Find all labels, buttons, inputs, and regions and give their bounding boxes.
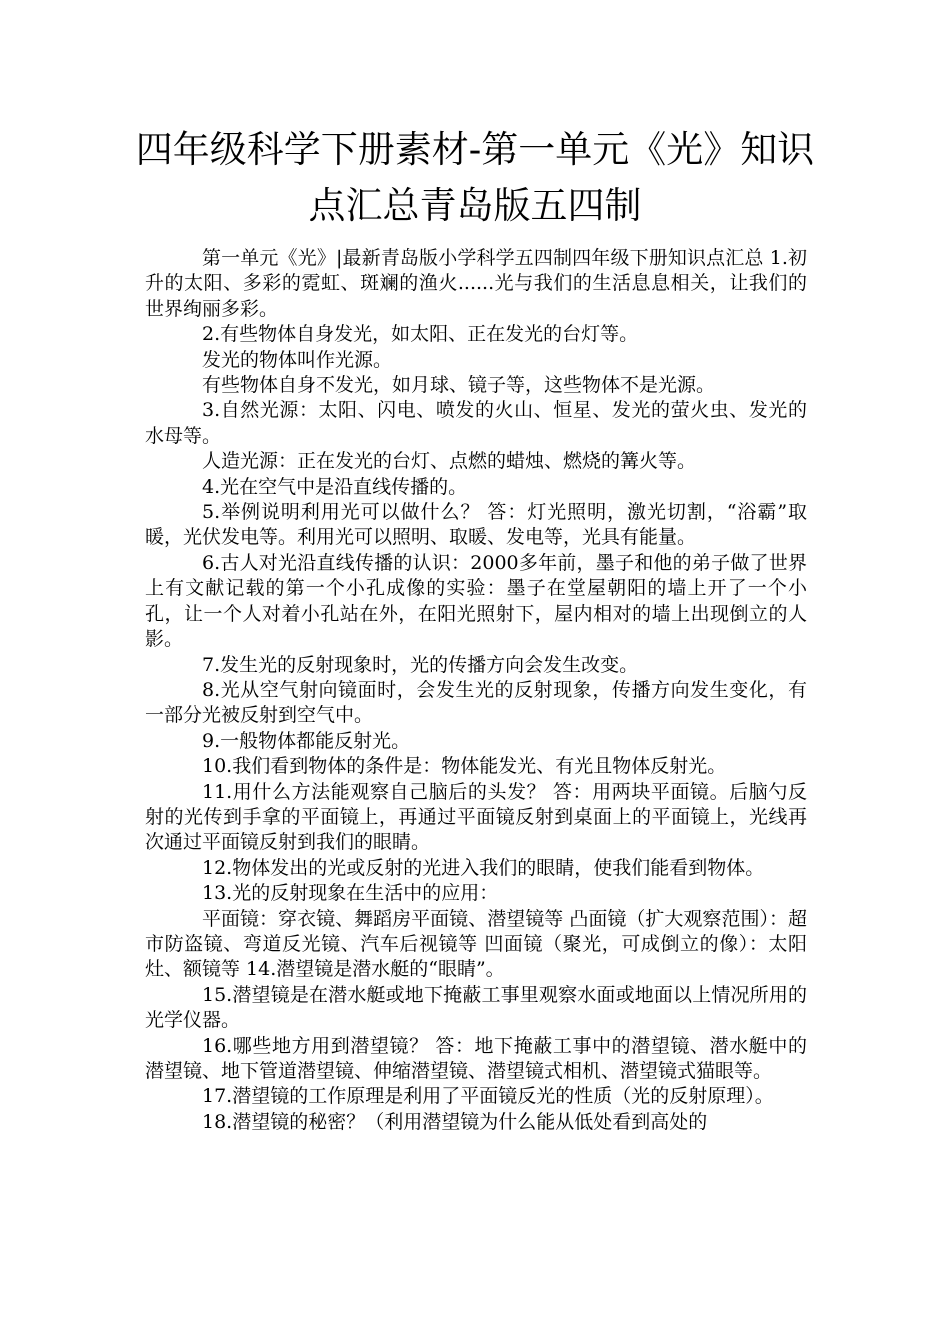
paragraph: 3.自然光源：太阳、闪电、喷发的火山、恒星、发光的萤火虫、发光的水母等。 <box>145 399 807 447</box>
paragraph: 10.我们看到物体的条件是：物体能发光、有光且物体反射光。 <box>202 755 727 778</box>
paragraph: 5.举例说明利用光可以做什么？ 答：灯光照明，激光切割，“浴霸”取暖，光伏发电等。利用光可以照明、取暖、发电等，光具有能量。 <box>145 501 807 549</box>
title-line-1: 四年级科学下册素材-第一单元《光》知识 <box>135 128 815 171</box>
paragraph: 发光的物体叫作光源。 <box>202 348 393 371</box>
paragraph: 人造光源：正在发光的台灯、点燃的蜡烛、燃烧的篝火等。 <box>202 450 697 473</box>
paragraph: 有些物体自身不发光，如月球、镜子等，这些物体不是光源。 <box>202 374 716 397</box>
paragraph: 4.光在空气中是沿直线传播的。 <box>202 475 468 498</box>
paragraph: 平面镜：穿衣镜、舞蹈房平面镜、潜望镜等 凸面镜（扩大观察范围）：超市防盗镜、弯道反光镜、汽车后视镜等 凹面镜（聚光，可成倒立的像）：太阳灶、额镜等 14.潜望镜是潜水艇的“眼睛”。 <box>145 907 807 981</box>
paragraph: 6.古人对光沿直线传播的认识：2000多年前，墨子和他的弟子做了世界上有文献记载的第一个小孔成像的实验：墨子在堂屋朝阳的墙上开了一个小孔，让一个人对着小孔站在外，在阳光照射下，屋内相对的墙上出现倒立的人影。 <box>145 551 807 651</box>
document-title <box>120 122 830 234</box>
paragraph: 11.用什么方法能观察自己脑后的头发？ 答：用两块平面镜。后脑勺反射的光传到手拿的平面镜上，再通过平面镜反射到桌面上的平面镜上，光线再次通过平面镜反射到我们的眼睛。 <box>145 780 807 854</box>
paragraph: 17.潜望镜的工作原理是利用了平面镜反光的性质（光的反射原理）。 <box>202 1085 774 1108</box>
paragraph: 9.一般物体都能反射光。 <box>202 729 411 752</box>
paragraph: 16.哪些地方用到潜望镜？ 答：地下掩蔽工事中的潜望镜、潜水艇中的潜望镜、地下管道潜望镜、伸缩潜望镜、潜望镜式相机、潜望镜式猫眼等。 <box>145 1034 807 1082</box>
paragraph: 第一单元《光》|最新青岛版小学科学五四制四年级下册知识点汇总 1.初升的太阳、多彩的霓虹、斑斓的渔火......光与我们的生活息息相关，让我们的世界绚丽多彩。 <box>145 247 807 320</box>
paragraph: 13.光的反射现象在生活中的应用： <box>202 882 499 905</box>
paragraph: 2.有些物体自身发光，如太阳、正在发光的台灯等。 <box>202 323 639 346</box>
document-body <box>145 246 807 1135</box>
paragraph: 18.潜望镜的秘密？（利用潜望镜为什么能从低处看到高处的 <box>202 1110 708 1133</box>
paragraph: 7.发生光的反射现象时，光的传播方向会发生改变。 <box>202 653 639 676</box>
paragraph: 12.物体发出的光或反射的光进入我们的眼睛，使我们能看到物体。 <box>202 856 765 879</box>
title-line-2: 点汇总青岛版五四制 <box>308 184 642 227</box>
paragraph: 15.潜望镜是在潜水艇或地下掩蔽工事里观察水面或地面以上情况所用的光学仪器。 <box>145 983 807 1032</box>
paragraph: 8.光从空气射向镜面时，会发生光的反射现象，传播方向发生变化，有一部分光被反射到空气中。 <box>145 678 807 727</box>
